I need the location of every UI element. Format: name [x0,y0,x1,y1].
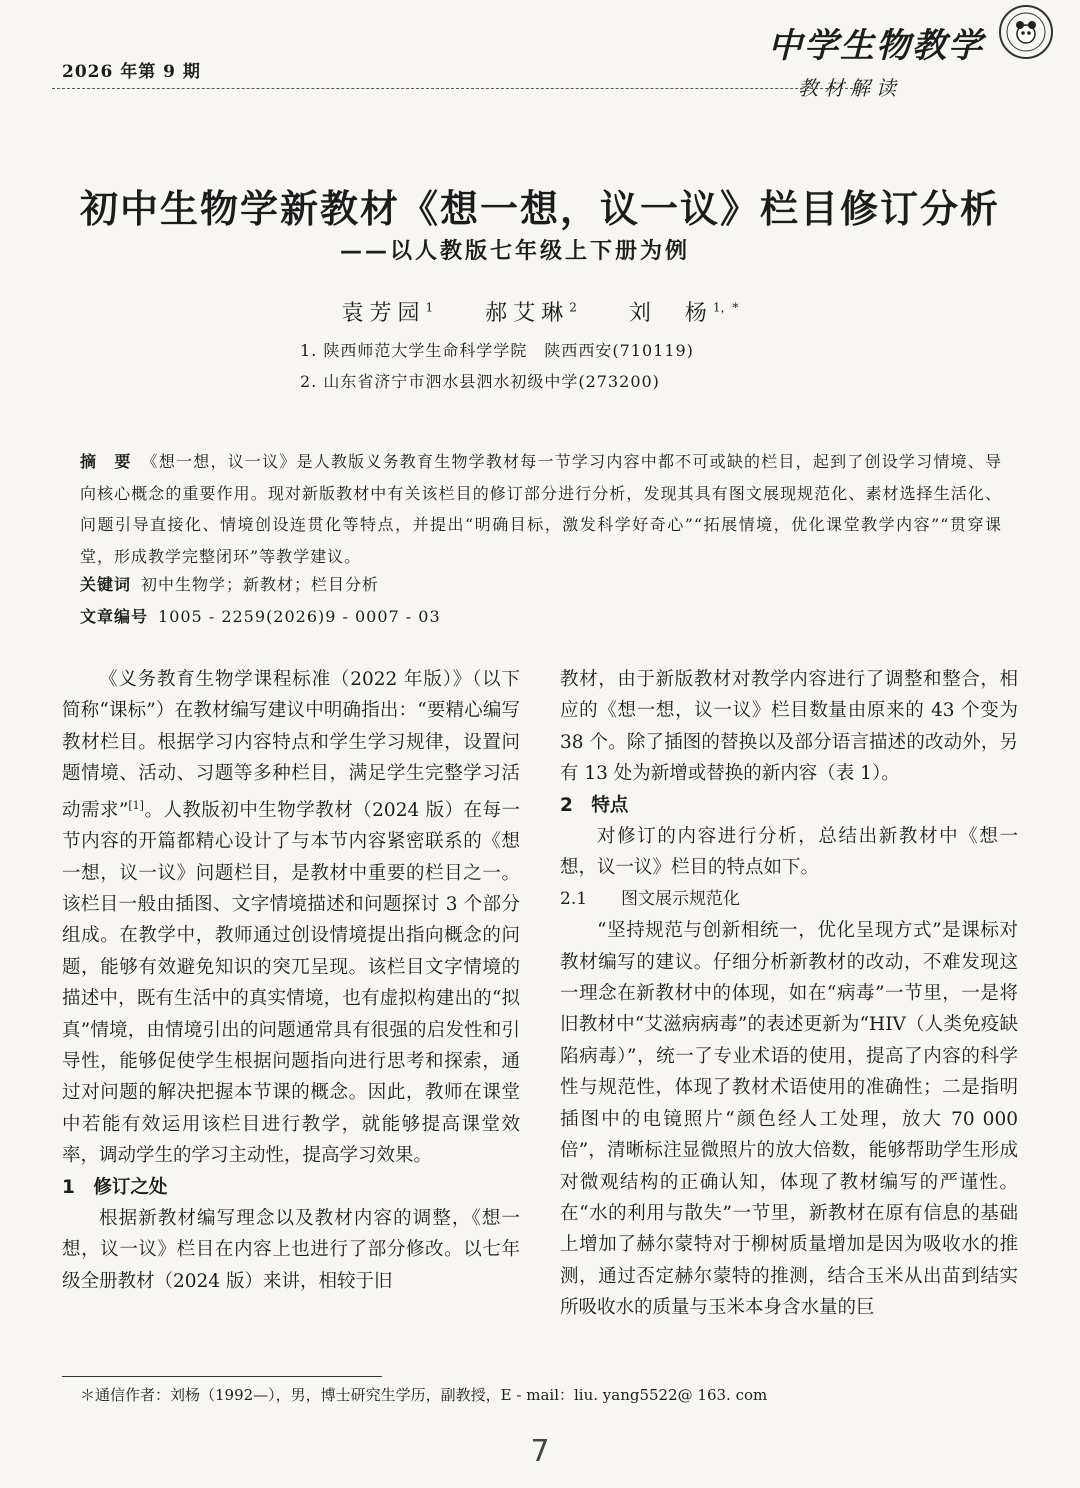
article-number-text: 1005 - 2259(2026)9 - 0007 - 03 [158,607,441,626]
body-paragraph: 教材，由于新版教材对教学内容进行了调整和整合，相应的《想一想，议一议》栏目数量由原来的 43 个变为 38 个。除了插图的替换以及部分语言描述的改动外，另有 13 处为新增或替换的新内容（表 1）。 [560,669,1018,785]
right-column [560,664,1018,1324]
keywords-label: 关键词 [80,575,132,594]
issue-label: 2026 年第 9 期 [62,62,201,82]
page-number: 7 [530,1434,550,1469]
article-subtitle: ——以人教版七年级上下册为例 [340,239,691,264]
article-number-label: 文章编号 [80,607,149,626]
section-label: 教材解读 [798,76,902,100]
author-line [0,296,1080,327]
author-name: 郝艾琳 [485,301,570,326]
abstract [80,446,1002,572]
header-divider [52,88,858,89]
abstract-label: 摘 要 [80,452,132,471]
body-text: 。人教版初中生物学教材（2024 版）在每一节内容的开篇都精心设计了与本节内容紧密联系的《想一想，议一议》问题栏目，是教材中重要的栏目之一。该栏目一般由插图、文字情境描述和问题探讨 3 个部分组成。在教学中，教师通过创设情境提出指向概念的问题，能够有效避免知识的突兀呈现。该栏目文字情境的描述中，既有生活中的真实情境，也有虚拟构建出的“拟真”情境，由情境引出的问题通常具有很强的启发性和引导性，能够促使学生根据问题指向进行思考和探索，通过对问题的解决把握本节课的概念。因此，教师在课堂中若能有效运用该栏目进行教学，就能够提高课堂效率，调动学生的学习主动性，提高学习效果。 [62,799,520,1167]
journal-logo-icon [998,4,1054,60]
affiliation-1: 1. 陕西师范大学生命科学学院 陕西西安(710119) [300,341,694,360]
subsection-heading-2-1: 2.1 图文展示规范化 [560,888,741,909]
body-paragraph: 对修订的内容进行分析，总结出新教材中《想一想，议一议》栏目的特点如下。 [560,826,1018,879]
body-text: 《义务教育生物学课程标准（2022 年版）》（以下简称“课标”）在教材编写建议中明确指出：“要精心编写教材栏目。根据学习内容特点和学生学习规律，设置问题情境、活动、习题等多种栏目，满足学生完整学习活动需求” [62,669,520,821]
footnote-divider [62,1376,382,1377]
footnote: ＊通信作者：刘杨（1992—），男，博士研究生学历，副教授，E - mail：liu. yang5522@ 163. com [80,1386,768,1404]
affiliation-2: 2. 山东省济宁市泗水县泗水初级中学(273200) [300,372,660,391]
journal-brand: 中学生物教学 [768,26,984,66]
author-name: 袁芳园 [341,301,426,326]
body-paragraph: “坚持规范与创新相统一，优化呈现方式”是课标对教材编写的建议。仔细分析新教材的改动，不难发现这一理念在新教材中的体现，如在“病毒”一节里，一是将旧教材中“艾滋病病毒”的表述更新为“HIV（人类免疫缺陷病毒）”，统一了专业术语的使用，提高了内容的科学性与规范性，体现了教材术语使用的准确性；二是指明插图中的电镜照片“颜色经人工处理，放大 70 000 倍”，清晰标注显微照片的放大倍数，能够帮助学生形成对微观结构的正确认知，体现了教材编写的严谨性。在“水的利用与散失”一节里，新教材在原有信息的基础上增加了赫尔蒙特对于柳树质量增加是因为吸收水的推测，通过否定赫尔蒙特的推测，结合玉米从出苗到结实所吸收水的质量与玉米本身含水量的巨 [560,920,1018,1319]
author-mark: 1 [425,300,434,315]
abstract-text: 《想一想，议一议》是人教版义务教育生物学教材每一节学习内容中都不可或缺的栏目，起到了创设学习情境、导向核心概念的重要作用。现对新版教材中有关该栏目的修订部分进行分析，发现其具有图文展现规范化、素材选择生活化、问题引导直接化、情境创设连贯化等特点，并提出“明确目标，激发科学好奇心”“拓展情境，优化课堂教学内容”“贯穿课堂，形成教学完整闭环”等教学建议。 [80,452,1002,566]
keywords-text: 初中生物学；新教材；栏目分析 [141,575,380,594]
body-paragraph: 根据新教材编写理念以及教材内容的调整，《想一想，议一议》栏目在内容上也进行了部分修改。以七年级全册教材（2024 版）来讲，相较于旧 [62,1208,520,1292]
author-name: 刘 杨 [628,301,713,326]
section-heading-1: 1 修订之处 [62,1176,168,1198]
author-mark: 2 [569,300,577,315]
left-column [62,664,520,1297]
author-mark: 1，* [712,300,739,315]
body-paragraph [62,664,520,1172]
article-title: 初中生物学新教材《想一想，议一议》栏目修订分析 [79,187,1000,231]
section-heading-2: 2 特点 [560,794,629,816]
article-number [80,604,441,627]
citation-ref: [1] [128,798,144,812]
keywords [80,572,379,595]
